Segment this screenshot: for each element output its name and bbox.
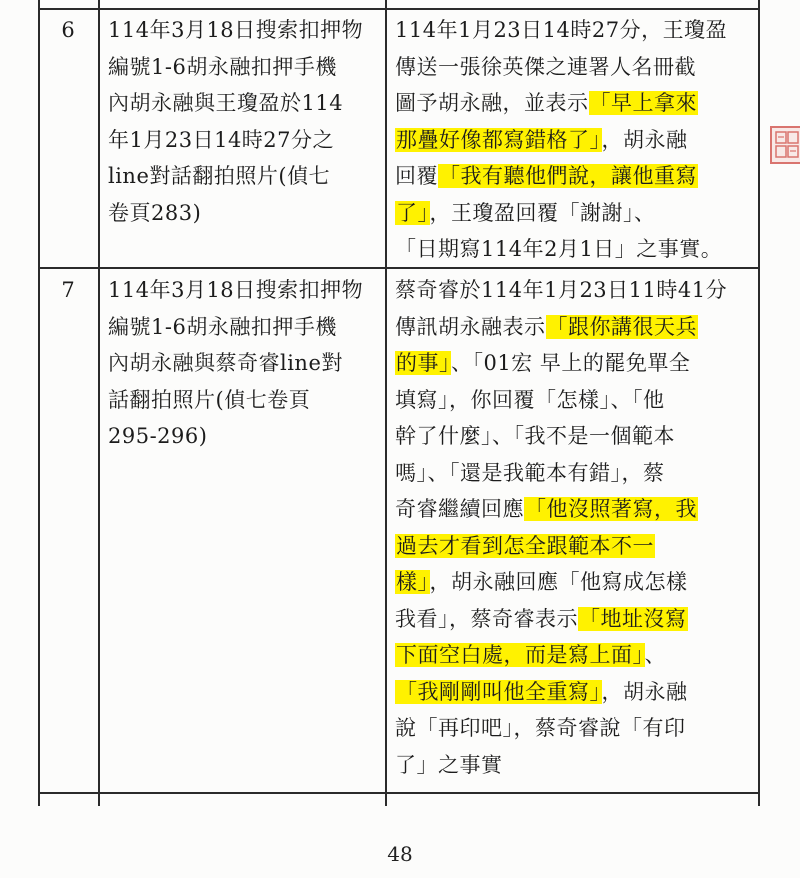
- page-number: 48: [387, 842, 413, 866]
- fact-text: ，胡永融: [601, 679, 688, 704]
- fact-text: 了」之事實: [395, 752, 503, 777]
- fact-line: [395, 195, 727, 232]
- fact-line: [395, 382, 727, 419]
- fact-line: [395, 122, 727, 159]
- fact-cell: [395, 272, 727, 783]
- highlighted-quote: 「早上拿來: [589, 91, 697, 115]
- evidence-line: 114年3月18日搜索扣押物: [108, 18, 364, 42]
- evidence-line: 內胡永融與蔡奇睿line對: [108, 351, 343, 375]
- row-number: 6: [61, 18, 75, 42]
- table-divider-number: [98, 0, 100, 806]
- table-top-border: [38, 8, 760, 10]
- evidence-line: 話翻拍照片(偵七卷頁: [108, 387, 311, 412]
- fact-text: 傳訊胡永融表示: [395, 314, 546, 339]
- fact-line: [395, 747, 727, 784]
- highlighted-quote: 過去才看到怎全跟範本不一: [396, 533, 654, 558]
- table-left-border: [38, 0, 40, 806]
- fact-line: [395, 85, 727, 122]
- fact-text: 我看」，蔡奇睿表示: [395, 606, 578, 631]
- fact-line: [395, 418, 727, 455]
- evidence-line: 卷頁283): [108, 200, 202, 225]
- fact-text: 幹了什麼」、「我不是一個範本: [395, 424, 675, 448]
- evidence-line: 編號1-6胡永融扣押手機: [108, 314, 337, 339]
- highlighted-quote: 了」: [396, 200, 429, 225]
- fact-cell: [395, 12, 727, 268]
- fact-text: ，胡永融: [601, 127, 688, 152]
- fact-text: 「日期寫114年2月1日」之事實。: [395, 237, 723, 261]
- row-number: 7: [61, 278, 75, 302]
- highlighted-quote: 的事」: [396, 351, 450, 375]
- fact-line: [395, 637, 727, 674]
- fact-line: [395, 12, 727, 49]
- fact-line: [395, 491, 727, 528]
- fact-text: 114年1月23日14時27分，王瓊盈: [395, 18, 728, 42]
- highlighted-quote: 下面空白處，而是寫上面」: [396, 643, 644, 667]
- fact-line: [395, 710, 727, 747]
- fact-line: [395, 528, 727, 565]
- fact-line: [395, 564, 727, 601]
- fact-line: [395, 601, 727, 638]
- highlighted-quote: 「地址沒寫: [579, 606, 687, 631]
- fact-line: [395, 231, 727, 268]
- fact-text: 蔡奇睿於114年1月23日11時41分: [395, 278, 728, 302]
- fact-text: 填寫」，你回覆「怎樣」、「他: [395, 387, 665, 412]
- table-right-border: [758, 0, 760, 806]
- highlighted-quote: 那疊好像都寫錯格了」: [396, 127, 601, 152]
- highlighted-quote: 「我剛剛叫他全重寫」: [396, 679, 601, 704]
- evidence-line: 內胡永融與王瓊盈於114: [108, 91, 344, 115]
- fact-line: [395, 49, 727, 86]
- fact-text: ，王瓊盈回覆「謝謝」、: [429, 200, 656, 225]
- evidence-line: 編號1-6胡永融扣押手機: [108, 54, 337, 79]
- evidence-cell: [108, 272, 363, 455]
- highlighted-quote: 「我有聽他們說，讓他重寫: [439, 164, 697, 188]
- evidence-cell: [108, 12, 363, 231]
- fact-text: 說「再印吧」，蔡奇睿說「有印: [395, 716, 686, 740]
- fact-line: [395, 309, 727, 346]
- fact-text: 嗎」、「還是我範本有錯」，蔡: [395, 460, 665, 485]
- fact-text: ，胡永融回應「他寫成怎樣: [429, 570, 688, 594]
- evidence-line: line對話翻拍照片(偵七: [108, 164, 331, 188]
- highlighted-quote: 「跟你講很天兵: [546, 314, 697, 339]
- fact-line: [395, 345, 727, 382]
- fact-text: 圖予胡永融，並表示: [395, 91, 589, 115]
- fact-text: 、: [644, 643, 666, 667]
- fact-text: 回覆: [395, 164, 438, 188]
- fact-text: 奇睿繼續回應: [395, 497, 524, 521]
- highlighted-quote: 樣」: [396, 570, 429, 594]
- fact-line: [395, 674, 727, 711]
- table-bottom-rule: [38, 792, 760, 794]
- evidence-line: 295-296): [108, 424, 208, 448]
- fact-line: [395, 455, 727, 492]
- fact-text: 傳送一張徐英傑之連署人名冊截: [395, 54, 696, 79]
- seal-stamp-icon: [770, 126, 800, 164]
- fact-line: [395, 158, 727, 195]
- highlighted-quote: 「他沒照著寫，我: [525, 497, 697, 521]
- table-divider-evidence: [385, 0, 387, 806]
- fact-line: [395, 272, 727, 309]
- evidence-line: 年1月23日14時27分之: [108, 127, 335, 152]
- fact-text: 、「01宏 早上的罷免單全: [451, 351, 691, 375]
- evidence-line: 114年3月18日搜索扣押物: [108, 278, 364, 302]
